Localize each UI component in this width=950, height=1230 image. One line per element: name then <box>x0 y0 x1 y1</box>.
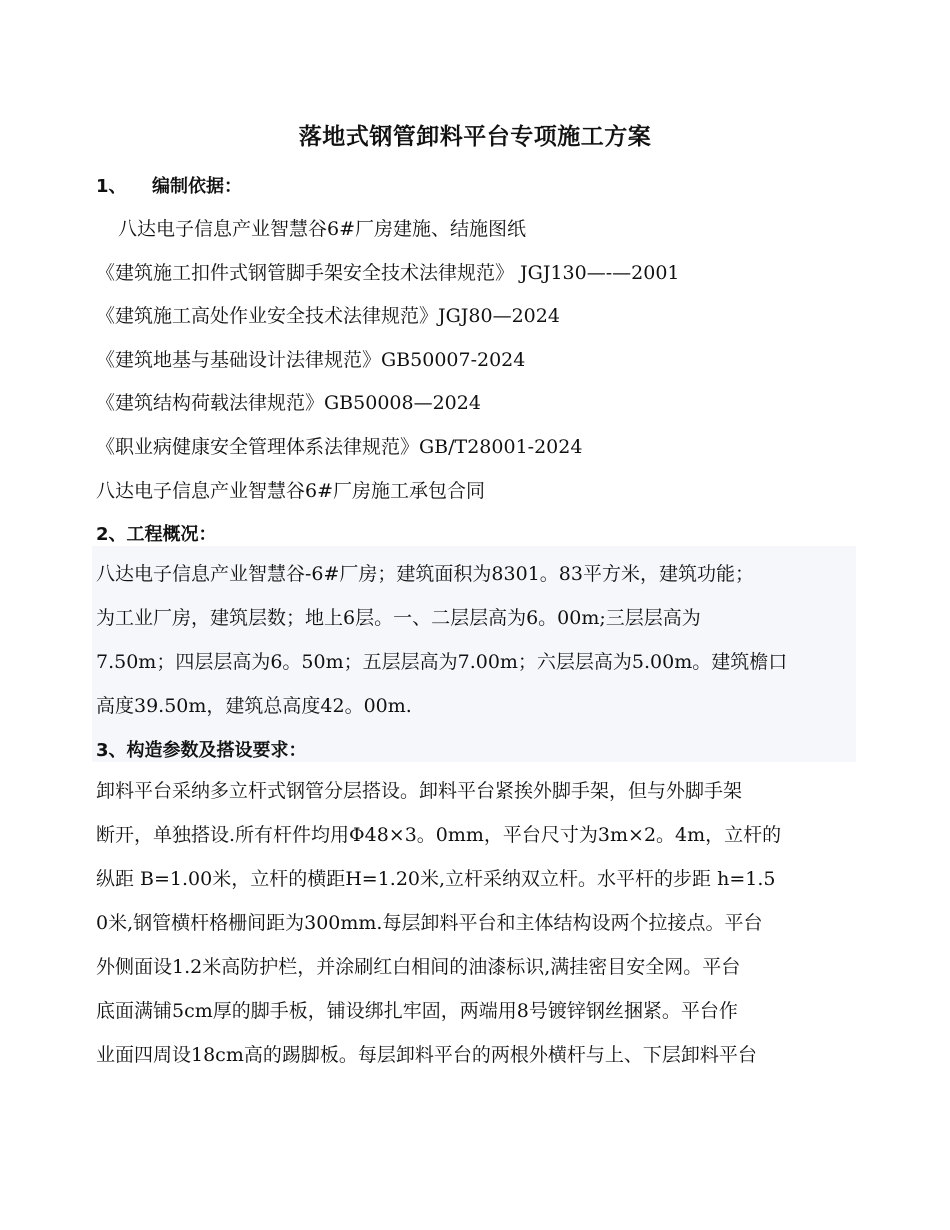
section-1-title: 编制依据： <box>152 176 242 197</box>
section-1-heading <box>96 172 242 198</box>
reference-item: 《建筑施工扣件式钢管脚手架安全技术法律规范》 JGJ130—-—2001 <box>96 262 680 284</box>
paragraph-line: 卸料平台采纳多立杆式钢管分层搭设。卸料平台紧挨外脚手架，但与外脚手架 <box>96 780 743 802</box>
reference-item: 八达电子信息产业智慧谷6#厂房建施、结施图纸 <box>118 218 527 240</box>
section-3-heading: 3、构造参数及搭设要求： <box>96 740 307 761</box>
reference-item: 《建筑结构荷载法律规范》GB50008—2024 <box>96 392 481 414</box>
section-3-paragraph <box>96 769 781 1077</box>
paragraph-line: 八达电子信息产业智慧谷-6#厂房；建筑面积为8301。83平方米，建筑功能； <box>96 563 754 585</box>
paragraph-line: 断开，单独搭设.所有杆件均用Φ48×3。0mm，平台尺寸为3m×2。4m，立杆的 <box>96 824 782 846</box>
paragraph-line: 0米,钢管横杆格栅间距为300mm.每层卸料平台和主体结构设两个拉接点。平台 <box>96 912 763 934</box>
document-title: 落地式钢管卸料平台专项施工方案 <box>298 124 652 150</box>
reference-item: 八达电子信息产业智慧谷6#厂房施工承包合同 <box>96 480 486 502</box>
paragraph-line: 纵距 B=1.00米，立杆的横距H=1.20米,立杆采纳双立杆。水平杆的步距 h=1.5 <box>96 868 776 890</box>
paragraph-line: 高度39.50m，建筑总高度42。00m. <box>96 695 412 717</box>
reference-item: 《建筑地基与基础设计法律规范》GB50007-2024 <box>96 349 526 371</box>
section-1-number: 1、 <box>96 176 127 197</box>
section-2-heading: 2、工程概况： <box>96 524 217 545</box>
reference-item: 《建筑施工高处作业安全技术法律规范》JGJ80—2024 <box>96 305 560 327</box>
paragraph-line: 为工业厂房，建筑层数；地上6层。一、二层层高为6。00m;三层层高为 <box>96 607 701 629</box>
paragraph-line: 底面满铺5cm厚的脚手板，铺设绑扎牢固，两端用8号镀锌钢丝捆紧。平台作 <box>96 1000 738 1022</box>
paragraph-line: 外侧面设1.2米高防护栏，并涂刷红白相间的油漆标识,满挂密目安全网。平台 <box>96 956 741 978</box>
paragraph-line: 业面四周设18cm高的踢脚板。每层卸料平台的两根外横杆与上、下层卸料平台 <box>96 1044 757 1066</box>
section-2-paragraph <box>96 552 787 728</box>
paragraph-line: 7.50m；四层层高为6。50m；五层层高为7.00m；六层层高为5.00m。建筑檐口 <box>96 651 788 673</box>
reference-item: 《职业病健康安全管理体系法律规范》GB/T28001-2024 <box>96 436 583 458</box>
